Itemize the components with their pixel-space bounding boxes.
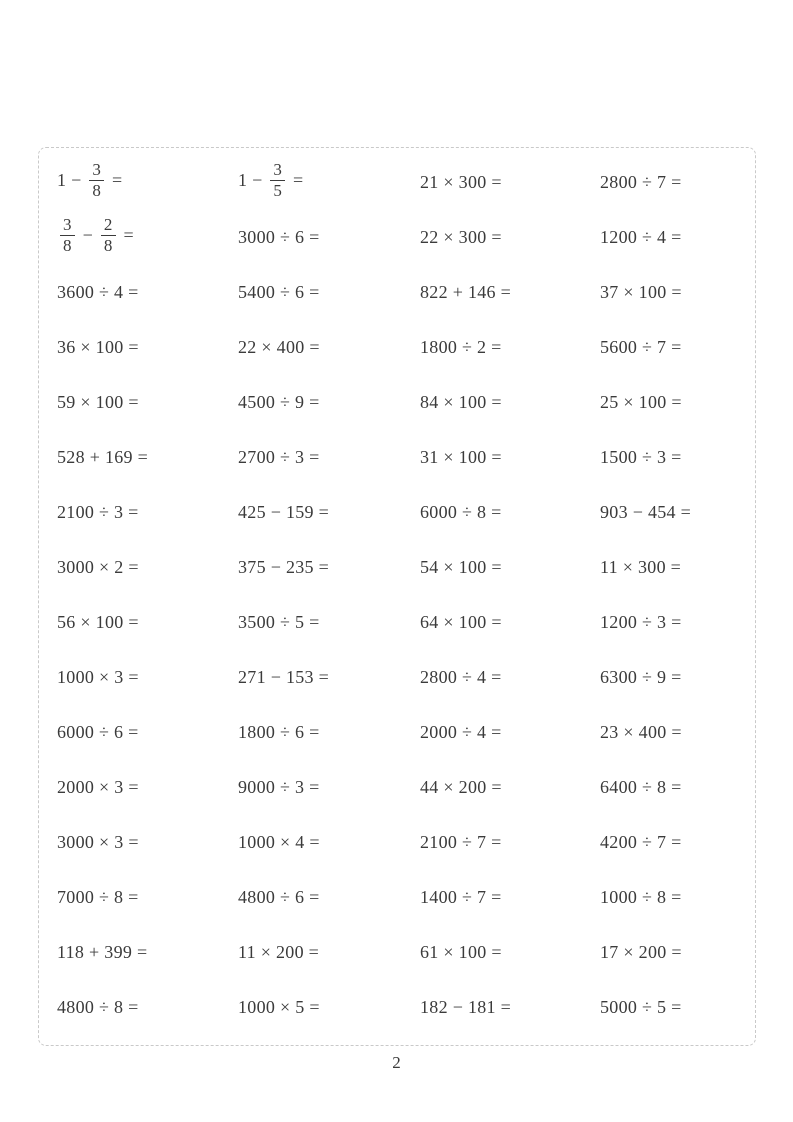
fraction: $\frac{3}{5}$ — [270, 160, 285, 200]
problem-cell: 4800 ÷ 8 = — [57, 997, 139, 1017]
problem-cell: 2100 ÷ 7 = — [420, 832, 502, 852]
problem-cell: 3500 ÷ 5 = — [238, 612, 320, 632]
problem-cell: 6000 ÷ 6 = — [57, 722, 139, 742]
problem-cell: 903 − 454 = — [600, 502, 692, 522]
problem-cell: 2800 ÷ 7 = — [600, 172, 682, 192]
problem-cell: 2700 ÷ 3 = — [238, 447, 320, 467]
problem-cell: 271 − 153 = — [238, 667, 330, 687]
problems-grid — [57, 155, 757, 1035]
page-number: 2 — [392, 1053, 401, 1072]
problem-cell: 822 + 146 = — [420, 282, 512, 302]
problem-cell: 21 × 300 = — [420, 172, 502, 192]
problem-cell: 1200 ÷ 3 = — [600, 612, 682, 632]
problem-cell: 22 × 400 = — [238, 337, 320, 357]
problem-cell: 1400 ÷ 7 = — [420, 887, 502, 907]
problem-cell: 3600 ÷ 4 = — [57, 282, 139, 302]
fraction: $\frac{3}{8}$ — [89, 160, 104, 200]
problem-cell: 31 × 100 = — [420, 447, 502, 467]
problem-cell: 1500 ÷ 3 = — [600, 447, 682, 467]
problem-cell: 1000 × 3 = — [57, 667, 139, 687]
problem-cell: 7000 ÷ 8 = — [57, 887, 139, 907]
problem-cell: 37 × 100 = — [600, 282, 682, 302]
problem-cell: 182 − 181 = — [420, 997, 512, 1017]
problem-cell: 3000 × 3 = — [57, 832, 139, 852]
problem-cell: 22 × 300 = — [420, 227, 502, 247]
problem-cell: 1000 × 5 = — [238, 997, 320, 1017]
problem-cell: 17 × 200 = — [600, 942, 682, 962]
problem-cell: 1000 × 4 = — [238, 832, 320, 852]
problem-cell: 1200 ÷ 4 = — [600, 227, 682, 247]
problem-cell: 56 × 100 = — [57, 612, 139, 632]
problem-cell: 528 + 169 = — [57, 447, 149, 467]
problem-cell: 23 × 400 = — [600, 722, 682, 742]
problem-cell: 6000 ÷ 8 = — [420, 502, 502, 522]
problem-cell: 11 × 300 = — [600, 557, 682, 577]
problem-cell: 4800 ÷ 6 = — [238, 887, 320, 907]
problem-cell: 64 × 100 = — [420, 612, 502, 632]
problem-cell: 2800 ÷ 4 = — [420, 667, 502, 687]
problem-cell: 36 × 100 = — [57, 337, 139, 357]
problem-cell: 3000 × 2 = — [57, 557, 139, 577]
problem-cell: 25 × 100 = — [600, 392, 682, 412]
problem-cell: 2000 × 3 = — [57, 777, 139, 797]
problem-cell: 6300 ÷ 9 = — [600, 667, 682, 687]
problem-cell: 5000 ÷ 5 = — [600, 997, 682, 1017]
problem-cell: 84 × 100 = — [420, 392, 502, 412]
problem-cell: 4500 ÷ 9 = — [238, 392, 320, 412]
problem-cell: 1 − $\frac{3}{8}$ = — [57, 160, 123, 200]
problem-cell: 1800 ÷ 2 = — [420, 337, 502, 357]
problem-cell: 44 × 200 = — [420, 777, 502, 797]
problem-cell: 1800 ÷ 6 = — [238, 722, 320, 742]
problem-cell: 2000 ÷ 4 = — [420, 722, 502, 742]
problem-cell: 425 − 159 = — [238, 502, 330, 522]
problem-cell: 5400 ÷ 6 = — [238, 282, 320, 302]
problem-cell: 59 × 100 = — [57, 392, 139, 412]
problem-cell: 61 × 100 = — [420, 942, 502, 962]
problem-cell: 3000 ÷ 6 = — [238, 227, 320, 247]
problem-cell: 118 + 399 = — [57, 942, 148, 962]
problem-cell: $\frac{3}{8}$ − $\frac{2}{8}$ = — [57, 217, 238, 257]
problem-cell: 54 × 100 = — [420, 557, 502, 577]
problem-cell: 11 × 200 = — [238, 942, 320, 962]
problem-cell: 5600 ÷ 7 = — [600, 337, 682, 357]
problem-cell: 9000 ÷ 3 = — [238, 777, 320, 797]
problem-cell: 1 − $\frac{3}{5}$ = — [238, 160, 304, 200]
problem-cell: 375 − 235 = — [238, 557, 330, 577]
fraction: $\frac{2}{8}$ — [101, 215, 116, 255]
problem-cell: 4200 ÷ 7 = — [600, 832, 682, 852]
fraction: $\frac{3}{8}$ — [60, 215, 75, 255]
problem-cell: 6400 ÷ 8 = — [600, 777, 682, 797]
problem-cell: 2100 ÷ 3 = — [57, 502, 139, 522]
problem-cell: 1000 ÷ 8 = — [600, 887, 682, 907]
